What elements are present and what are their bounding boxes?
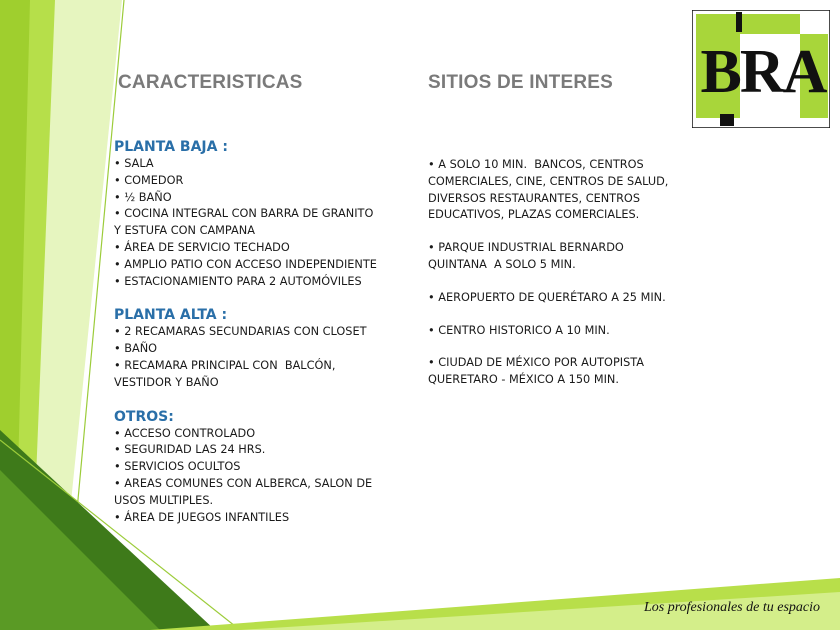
footer-tagline: Los profesionales de tu espacio — [643, 600, 820, 615]
list-item: • COCINA INTEGRAL CON BARRA DE GRANITO Y ESTUFA CON CAMPANA — [114, 207, 374, 238]
list-item: • ÁREA DE JUEGOS INFANTILES — [114, 510, 290, 524]
list-item: • SERVICIOS OCULTOS — [114, 460, 241, 474]
caracteristicas-heading: CARACTERISTICAS — [118, 72, 303, 93]
list-item: • ACCESO CONTROLADO — [114, 426, 256, 440]
list-item: • SEGURIDAD LAS 24 HRS. — [114, 443, 266, 457]
planta-alta-title: PLANTA ALTA : — [114, 307, 228, 324]
logo-black-bar — [720, 114, 734, 126]
list-item: • PARQUE INDUSTRIAL BERNARDO QUINTANA A SOLO 5 MIN. — [428, 241, 624, 271]
list-item: • ESTACIONAMIENTO PARA 2 AUTOMÓVILES — [114, 274, 362, 288]
list-item: • BAÑO — [114, 342, 158, 356]
list-item: • ½ BAÑO — [114, 190, 172, 204]
list-item: • A SOLO 10 MIN. BANCOS, CENTROS COMERCIALES, CINE, CENTROS DE SALUD, DIVERSOS RESTAURANTES, CENTROS EDUCATIVOS, PLAZAS COMERCIALES. — [428, 158, 669, 222]
otros-title: OTROS: — [114, 408, 174, 425]
sitios-interes-column — [428, 157, 698, 389]
list-item: • SALA — [114, 157, 154, 170]
list-item: • RECAMARA PRINCIPAL CON BALCÓN, VESTIDOR Y BAÑO — [114, 358, 336, 389]
list-item: • ÁREA DE SERVICIO TECHADO — [114, 240, 290, 254]
list-item: • CIUDAD DE MÉXICO POR AUTOPISTA QUERETARO - MÉXICO A 150 MIN. — [428, 356, 645, 387]
logo-lime-block-top — [740, 14, 800, 34]
logo-black-bar-top — [736, 12, 742, 32]
caracteristicas-column — [114, 138, 404, 526]
planta-baja-title: PLANTA BAJA : — [114, 139, 228, 155]
list-item: • AREAS COMUNES CON ALBERCA, SALON DE USOS MULTIPLES. — [114, 476, 373, 507]
logo-text: BRA — [700, 38, 826, 106]
list-item: • AMPLIO PATIO CON ACCESO INDEPENDIENTE — [114, 257, 377, 271]
list-item: • COMEDOR — [114, 173, 184, 187]
list-item: • 2 RECAMARAS SECUNDARIAS CON CLOSET — [114, 325, 367, 339]
list-item: • AEROPUERTO DE QUERÉTARO A 25 MIN. — [428, 290, 666, 304]
sitios-interes-heading: SITIOS DE INTERES — [428, 72, 613, 93]
list-item: • CENTRO HISTORICO A 10 MIN. — [428, 323, 610, 337]
